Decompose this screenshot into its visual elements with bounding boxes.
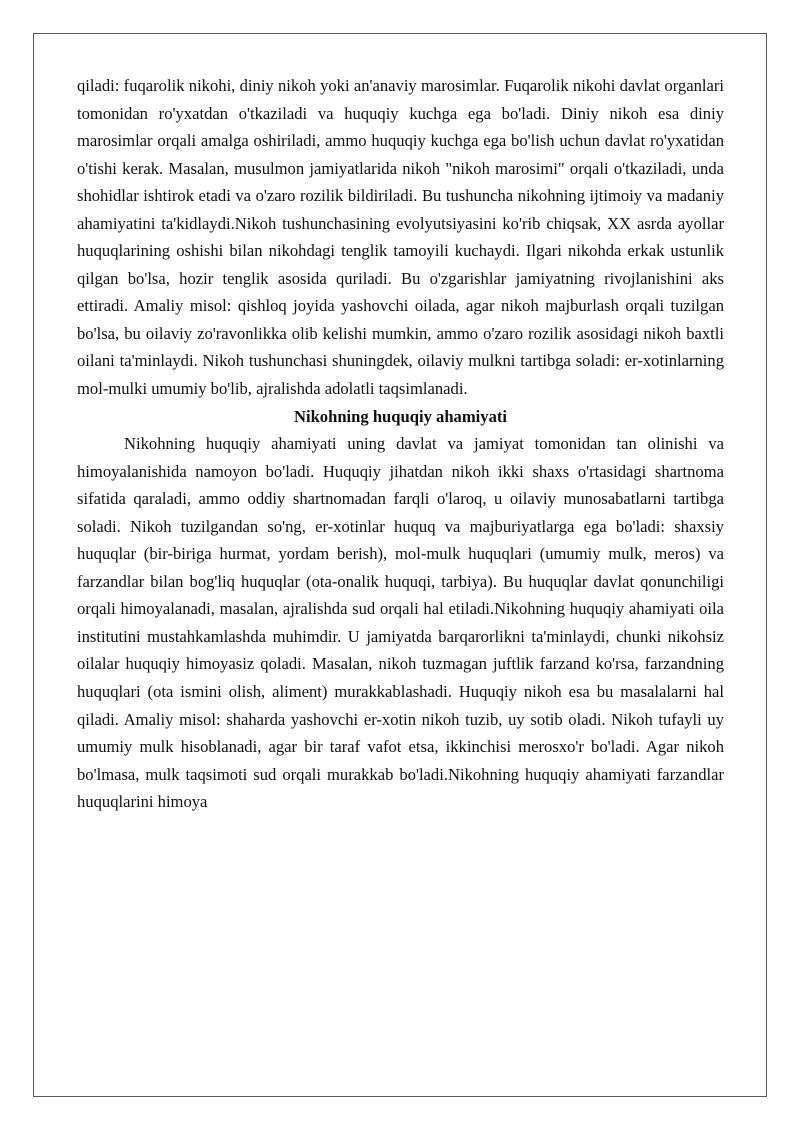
section-heading: Nikohning huquqiy ahamiyati [293,406,508,426]
body-paragraph: qiladi: fuqarolik nikohi, diniy nikoh yoki an'anaviy marosimlar. Fuqarolik nikohi davlat organlari tomonidan ro'yxatdan o'tkaziladi va huquqiy kuchga ega bo'ladi. Diniy nikoh esa diniy marosimlar orqali amalga oshiriladi, ammo huquqiy kuchga ega bo'lish uchun davlat ro'yxatidan o'tishi kerak. Masalan, musulmon jamiyatlarida nikoh "nikoh marosimi" orqali o'tkaziladi, unda shohidlar ishtirok etadi va o'zaro rozilik bildiriladi. Bu tushuncha nikohning ijtimoiy va madaniy ahamiyatini ta'kidlaydi.Nikoh tushunchasining evolyutsiyasini ko'rib chiqsak, XX asrda ayollar huquqlarining oshishi bilan nikohdagi tenglik tamoyili kuchaydi. Ilgari nikohda erkak ustunlik qilgan bo'lsa, hozir tenglik asosida quriladi. Bu o'zgarishlar jamiyatning rivojlanishini aks ettiradi. Amaliy misol: qishloq joyida yashovchi oilada, agar nikoh majburlash orqali tuzilgan bo'lsa, bu oilaviy zo'ravonlikka olib kelishi mumkin, ammo o'zaro rozilik asosidagi nikoh baxtli oilani ta'minlaydi. Nikoh tushunchasi shuningdek, oilaviy mulkni tartibga soladi: er-xotinlarning mol-mulki umumiy bo'lib, ajralishda adolatli taqsimlanadi. [77,76,724,399]
document-body [77,72,724,816]
body-paragraph: Nikohning huquqiy ahamiyati uning davlat va jamiyat tomonidan tan olinishi va himoyalanishida namoyon bo'ladi. Huquqiy jihatdan nikoh ikki shaxs o'rtasidagi shartnoma sifatida qaraladi, ammo oddiy shartnomadan farqli o'laroq, u oilaviy munosabatlarni tartibga soladi. Nikoh tuzilgandan so'ng, er-xotinlar huquq va majburiyatlarga ega bo'ladi: shaxsiy huquqlar (bir-biriga hurmat, yordam berish), mol-mulk huquqlari (umumiy mulk, meros) va farzandlar bilan bog'liq huquqlar (ota-onalik huquqi, tarbiya). Bu huquqlar davlat qonunchiligi orqali himoyalanadi, masalan, ajralishda sud orqali hal etiladi.Nikohning huquqiy ahamiyati oila institutini mustahkamlashda muhimdir. U jamiyatda barqarorlikni ta'minlaydi, chunki nikohsiz oilalar huquqiy himoyasiz qoladi. Masalan, nikoh tuzmagan juftlik farzand ko'rsa, farzandning huquqlari (ota ismini olish, aliment) murakkablashadi. Huquqiy nikoh esa bu masalalarni hal qiladi. Amaliy misol: shaharda yashovchi er-xotin nikoh tuzib, uy sotib oladi. Nikoh tufayli uy umumiy mulk hisoblanadi, agar bir taraf vafot etsa, ikkinchisi merosxo'r bo'ladi. Agar nikoh bo'lmasa, mulk taqsimoti sud orqali murakkab bo'ladi.Nikohning huquqiy ahamiyati farzandlar huquqlarini himoya [77,434,724,812]
